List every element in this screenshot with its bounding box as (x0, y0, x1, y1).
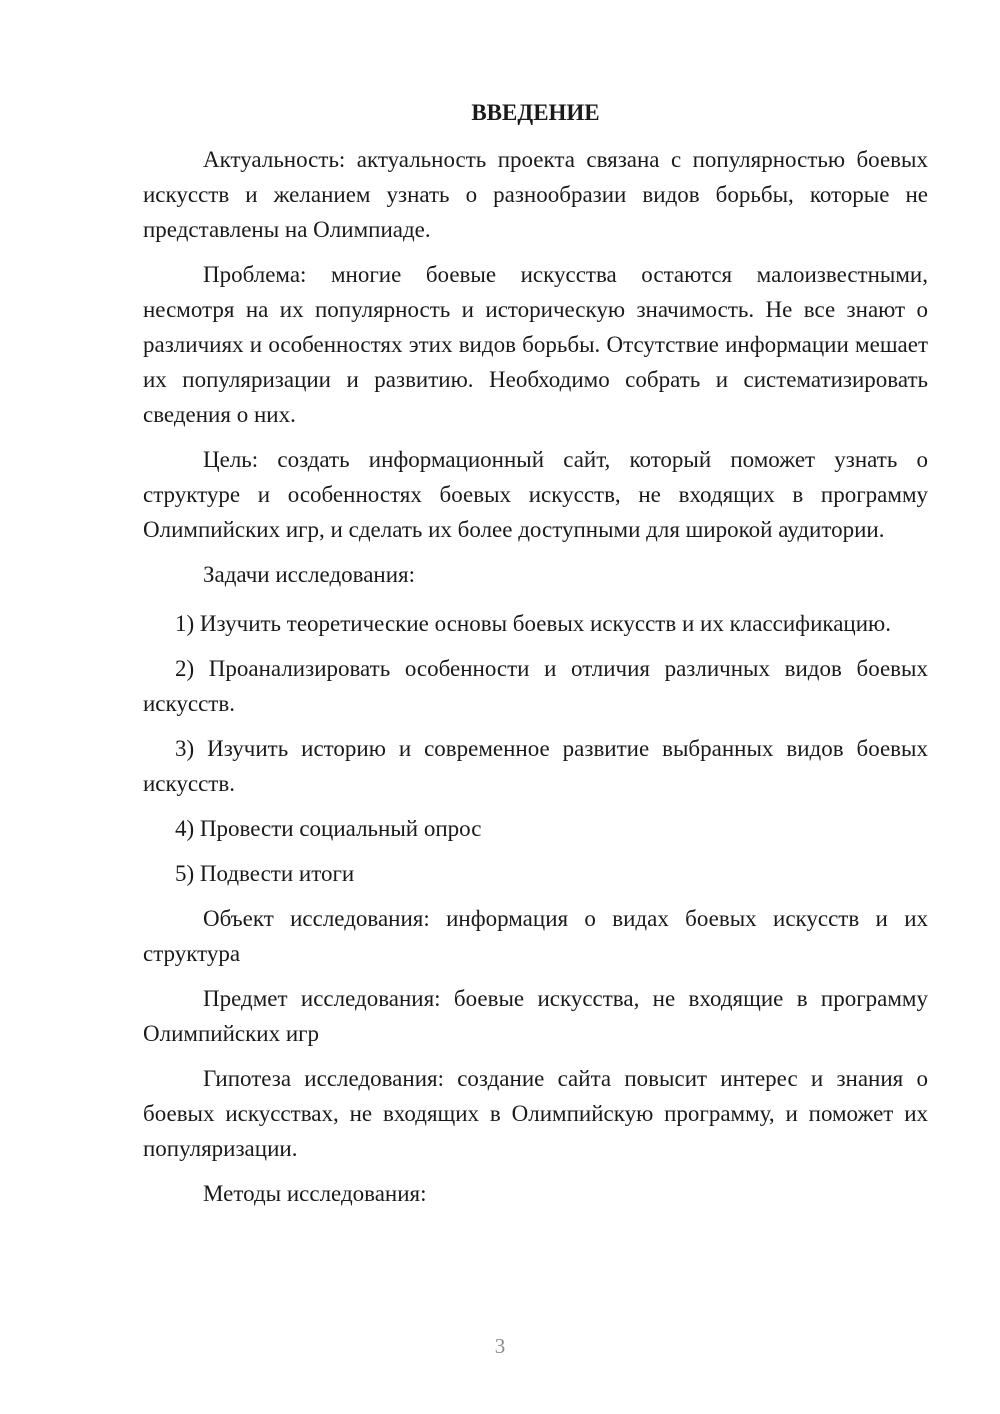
goal-paragraph: Цель: создать информационный сайт, который поможет узнать о структуре и особенностях боевых искусств, не входящих в программу Олимпийских игр, и сделать их более доступными для широкой аудитории. (143, 447, 928, 542)
subject-paragraph: Предмет исследования: боевые искусства, не входящие в программу Олимпийских игр (143, 986, 928, 1046)
task-item-1: 1) Изучить теоретические основы боевых искусств и их классификацию. (175, 611, 891, 636)
hypothesis-paragraph: Гипотеза исследования: создание сайта повысит интерес и знания о боевых искусствах, не входящих в Олимпийскую программу, и поможет их популяризации. (143, 1066, 928, 1161)
relevance-paragraph: Актуальность: актуальность проекта связана с популярностью боевых искусств и желанием узнать о разнообразии видов борьбы, которые не представлены на Олимпиаде. (143, 147, 928, 242)
task-item-3: 3) Изучить историю и современное развитие выбранных видов боевых искусств. (143, 736, 928, 796)
task-item-5: 5) Подвести итоги (175, 861, 355, 886)
methods-heading: Методы исследования: (203, 1181, 427, 1206)
page-title: ВВЕДЕНИЕ (471, 100, 600, 125)
task-item-4: 4) Провести социальный опрос (175, 816, 482, 841)
object-paragraph: Объект исследования: информация о видах боевых искусств и их структура (143, 906, 928, 966)
page-content (143, 95, 928, 1221)
task-item-2: 2) Проанализировать особенности и отличия различных видов боевых искусств. (143, 656, 928, 716)
tasks-heading: Задачи исследования: (203, 562, 416, 587)
problem-paragraph: Проблема: многие боевые искусства остаются малоизвестными, несмотря на их популярность и историческую значимость. Не все знают о различиях и особенностях этих видов борьбы. Отсутствие информации мешает их популяризации и развитию. Необходимо собрать и систематизировать сведения о них. (143, 262, 928, 427)
page-number: 3 (494, 1334, 506, 1358)
